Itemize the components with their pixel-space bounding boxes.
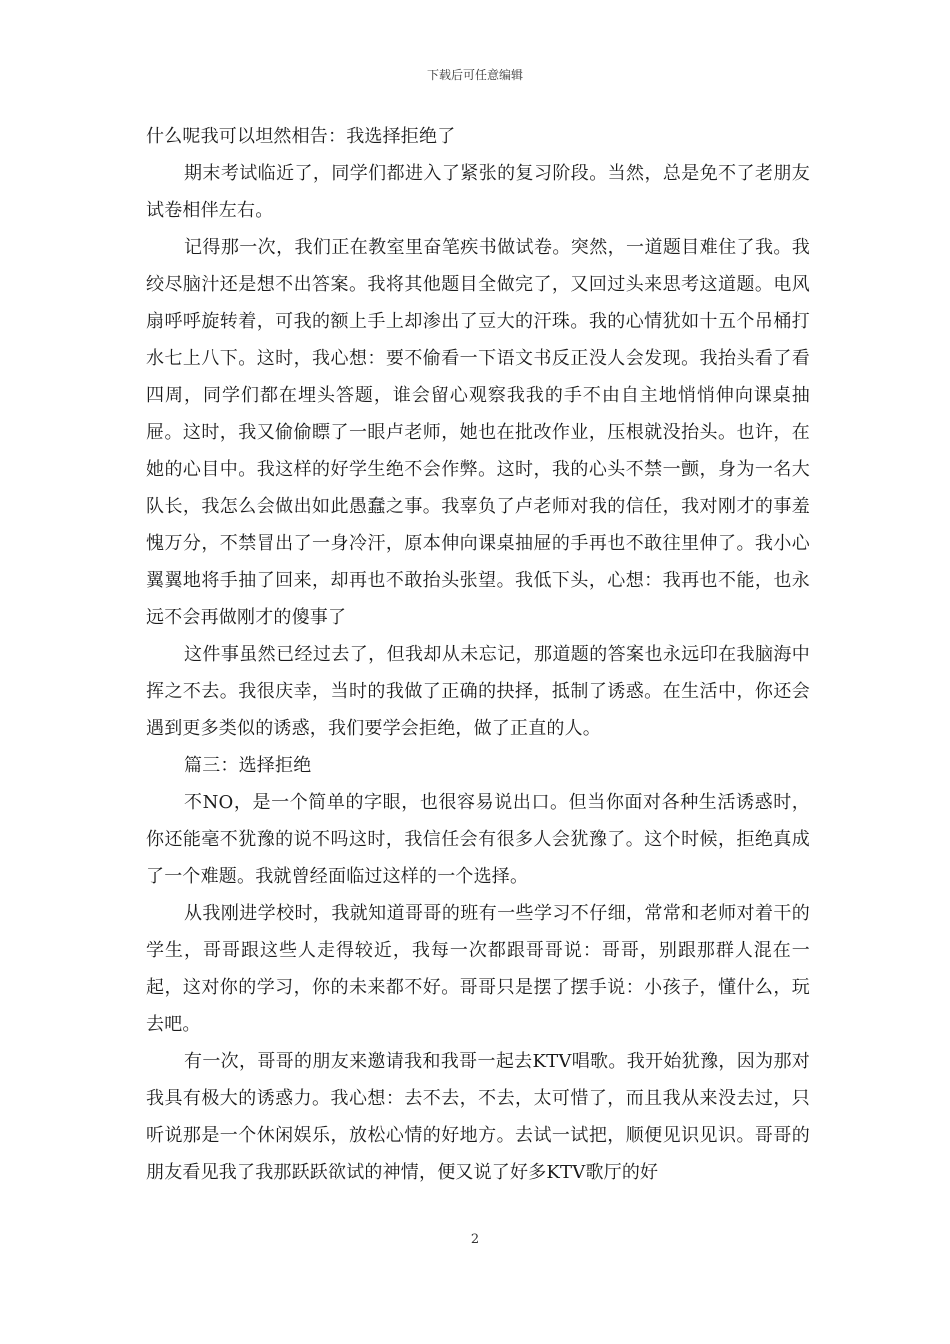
page-header: 下载后可任意编辑 bbox=[426, 68, 523, 82]
paragraph: 有一次，哥哥的朋友来邀请我和我哥一起去KTV唱歌。我开始犹豫，因为那对我具有极大的诱惑力。我心想：去不去，不去，太可惜了，而且我从来没去过，只听说那是一个休闲娱乐，放松心情的好地方。去试一试把，顺便见识见识。哥哥的朋友看见我了我那跃跃欲试的神情，便又说了好多KTV歌厅的好 bbox=[146, 1051, 810, 1183]
section-heading: 篇三：选择拒绝 bbox=[184, 755, 312, 776]
paragraph: 期末考试临近了，同学们都进入了紧张的复习阶段。当然，总是免不了老朋友试卷相伴左右。 bbox=[146, 163, 810, 221]
page-number: 2 bbox=[470, 1232, 480, 1247]
paragraph: 从我刚进学校时，我就知道哥哥的班有一些学习不仔细，常常和老师对着干的学生，哥哥跟这些人走得较近，我每一次都跟哥哥说：哥哥，别跟那群人混在一起，这对你的学习，你的未来都不好。哥哥只是摆了摆手说：小孩子，懂什么，玩去吧。 bbox=[146, 903, 810, 1035]
paragraph: 记得那一次，我们正在教室里奋笔疾书做试卷。突然，一道题目难住了我。我绞尽脑汁还是想不出答案。我将其他题目全做完了，又回过头来思考这道题。电风扇呼呼旋转着，可我的额上手上却渗出了豆大的汗珠。我的心情犹如十五个吊桶打水七上八下。这时，我心想：要不偷看一下语文书反正没人会发现。我抬头看了看四周，同学们都在埋头答题，谁会留心观察我我的手不由自主地悄悄伸向课桌抽屉。这时，我又偷偷瞟了一眼卢老师，她也在批改作业，压根就没抬头。也许，在她的心目中。我这样的好学生绝不会作弊。这时，我的心头不禁一颤，身为一名大队长，我怎么会做出如此愚蠢之事。我辜负了卢老师对我的信任，我对刚才的事羞愧万分，不禁冒出了一身冷汗，原本伸向课桌抽屉的手再也不敢往里伸了。我小心翼翼地将手抽了回来，却再也不敢抬头张望。我低下头，心想：我再也不能，也永远不会再做刚才的傻事了 bbox=[146, 237, 810, 628]
document-body bbox=[146, 118, 810, 1191]
paragraph: 不NO，是一个简单的字眼，也很容易说出口。但当你面对各种生活诱惑时，你还能毫不犹豫的说不吗这时，我信任会有很多人会犹豫了。这个时候，拒绝真成了一个难题。我就曾经面临过这样的一个选择。 bbox=[146, 792, 810, 887]
paragraph: 什么呢我可以坦然相告：我选择拒绝了 bbox=[146, 126, 456, 147]
paragraph: 这件事虽然已经过去了，但我却从未忘记，那道题的答案也永远印在我脑海中挥之不去。我很庆幸，当时的我做了正确的抉择，抵制了诱惑。在生活中，你还会遇到更多类似的诱惑，我们要学会拒绝，做了正直的人。 bbox=[146, 644, 810, 739]
